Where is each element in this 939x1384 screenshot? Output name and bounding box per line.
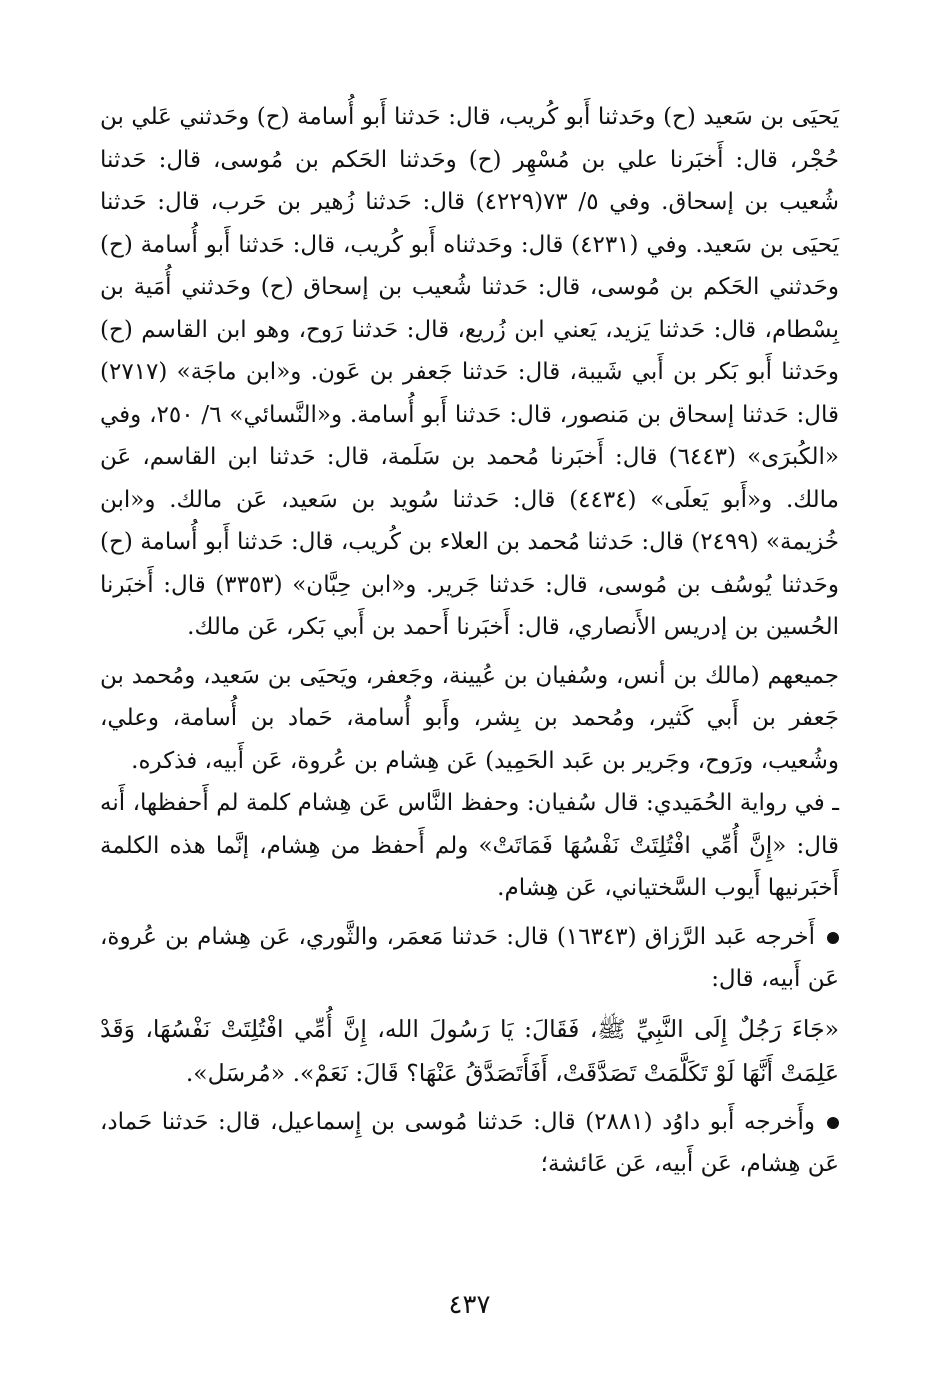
paragraph-abu-dawud-text: وأَخرجه أَبو داوُد (٢٨٨١) قال: حَدثنا مُوسى بن إِسماعيل، قال: حَدثنا حَماد، عَن هِشام، عَن أَبيه، عَن عَائشة؛ — [100, 1108, 839, 1177]
bullet-dot-icon — [827, 932, 839, 944]
paragraph-humaydi-note: ـ في رواية الحُمَيدي: قال سُفيان: وحفظ النَّاس عَن هِشام كلمة لم أَحفظها، أَنه قال: «إِنَّ أُمِّي افْتُلِتَتْ نَفْسُهَا فَمَاتَتْ» ولم أَحفظ من هِشام، إنَّما هذه الكلمة أَخبَرنيها أَيوب السَّختياني، عَن هِشام. — [100, 790, 839, 901]
page-number: ٤٣٧ — [448, 1290, 491, 1320]
paragraph-narrators-summary: جميعهم (مالك بن أنس، وسُفيان بن عُيينة، وجَعفر، ويَحيَى بن سَعيد، ومُحمد بن جَعفر بن أَبي كَثير، ومُحمد بن بِشر، وأَبو أُسامة، حَماد بن أُسامة، وعلي، وشُعيب، ورَوح، وجَرير بن عَبد الحَمِيد) عَن هِشام بن عُروة، عَن أَبيه، فذكره. — [100, 662, 839, 774]
book-page — [100, 96, 839, 1344]
paragraph-abd-al-razzaq — [100, 916, 839, 1001]
paragraph-isnad-chains: يَحيَى بن سَعيد (ح) وحَدثنا أَبو كُريب، قال: حَدثنا أَبو أُسامة (ح) وحَدثني عَلي بن حُجْر، قال: أَخبَرنا علي بن مُسْهِر (ح) وحَدثنا الحَكم بن مُوسى، قال: حَدثنا شُعيب بن إسحاق. وفي ٥/ ٧٣(٤٢٢٩) قال: حَدثنا زُهير بن حَرب، قال: حَدثنا يَحيَى بن سَعيد. وفي (٤٢٣١) قال: وحَدثناه أَبو كُريب، قال: حَدثنا أَبو أُسامة (ح) وحَدثني الحَكم بن مُوسى، قال: حَدثنا شُعيب بن إسحاق (ح) وحَدثني أُمَية بن بِسْطام، قال: حَدثنا يَزيد، يَعني ابن زُريع، قال: حَدثنا رَوح، وهو ابن القاسم (ح) وحَدثنا أَبو بَكر بن أَبي شَيبة، قال: حَدثنا جَعفر بن عَون. و«ابن ماجَة» (٢٧١٧) قال: حَدثنا إسحاق بن مَنصور، قال: حَدثنا أَبو أُسامة. و«النَّسائي» ٦/ ٢٥٠، وفي «الكُبرَى» (٦٤٤٣) قال: أَخبَرنا مُحمد بن سَلَمة، قال: حَدثنا ابن القاسم، عَن مالك. و«أَبو يَعلَى» (٤٤٣٤) قال: حَدثنا سُويد بن سَعيد، عَن مالك. و«ابن خُزيمة» (٢٤٩٩) قال: حَدثنا مُحمد بن العلاء بن كُريب، قال: حَدثنا أَبو أُسامة (ح) وحَدثنا يُوسُف بن مُوسى، قال: حَدثنا جَرير. و«ابن حِبَّان» (٣٣٥٣) قال: أَخبَرنا الحُسين بن إدريس الأَنصاري، قال: أَخبَرنا أَحمد بن أَبي بَكر، عَن مالك. — [100, 104, 839, 640]
bullet-dot-icon — [827, 1117, 839, 1129]
paragraph-abu-dawud — [100, 1101, 839, 1186]
hadith-text-quote: «جَاءَ رَجُلٌ إِلَى النَّبِيِّ ﷺ، فَقَالَ: يَا رَسُولَ الله، إِنَّ أُمِّي افْتُلِتَتْ نَفْسُهَا، وَقَدْ عَلِمَتْ أَنَّهَا لَوْ تَكَلَّمَتْ تَصَدَّقَتْ، أَفَأَتَصَدَّقُ عَنْهَا؟ قَالَ: نَعَمْ». «مُرسَل». — [100, 1014, 839, 1087]
paragraph-abd-al-razzaq-text: أَخرجه عَبد الرَّزاق (١٦٣٤٣) قال: حَدثنا مَعمَر، والثَّوري، عَن هِشام بن عُروة، عَن أَبيه، قال: — [100, 923, 839, 992]
